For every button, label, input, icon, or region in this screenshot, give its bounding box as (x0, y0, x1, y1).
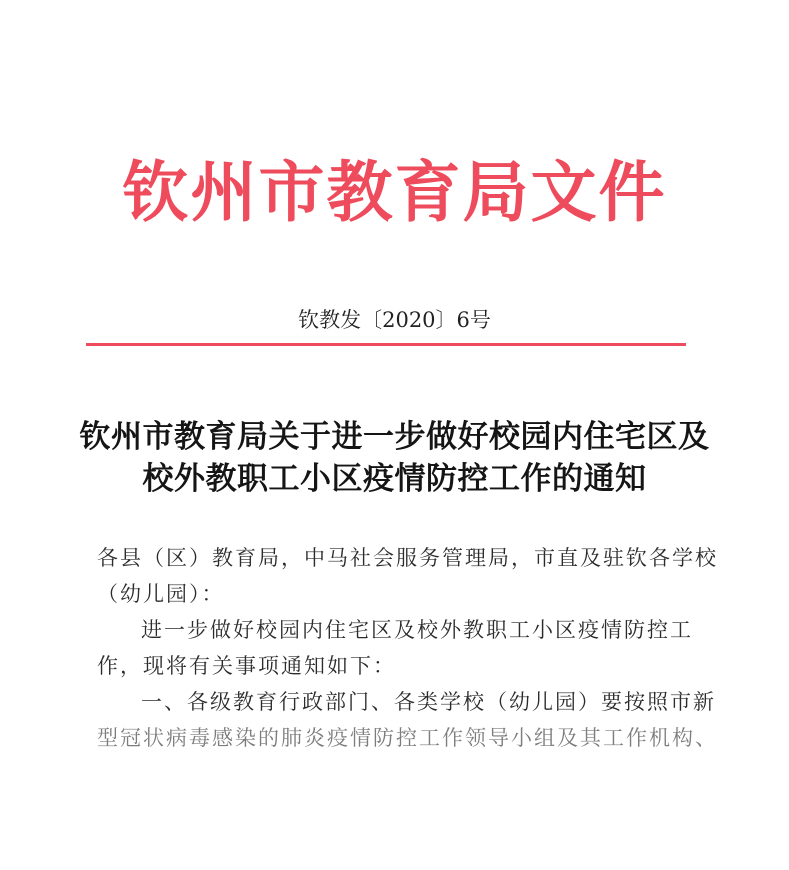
masthead-title: 钦州市教育局文件 (122, 153, 667, 231)
document-body (97, 540, 718, 756)
addressee-line-2: （幼儿园）： (97, 582, 225, 606)
paragraph-1-line-1: 进一步做好校园内住宅区及校外教职工小区疫情防控工 (141, 618, 693, 642)
document-number: 钦教发〔2020〕6号 (298, 308, 491, 332)
paragraph-2-line-2: 型冠状病毒感染的肺炎疫情防控工作领导小组及其工作机构、 (97, 726, 718, 750)
paragraph-1-line-2: 作，现将有关事项通知如下： (97, 654, 396, 678)
red-divider-line (86, 343, 686, 346)
addressee-line-1: 各县（区）教育局，中马社会服务管理局，市直及驻钦各学校 (97, 546, 718, 570)
notice-title-line-1: 钦州市教育局关于进一步做好校园内住宅区及 (79, 419, 710, 455)
notice-title-line-2: 校外教职工小区疫情防控工作的通知 (142, 461, 647, 497)
paragraph-2-line-1: 一、各级教育行政部门、各类学校（幼儿园）要按照市新 (141, 690, 716, 714)
notice-title (0, 416, 789, 500)
